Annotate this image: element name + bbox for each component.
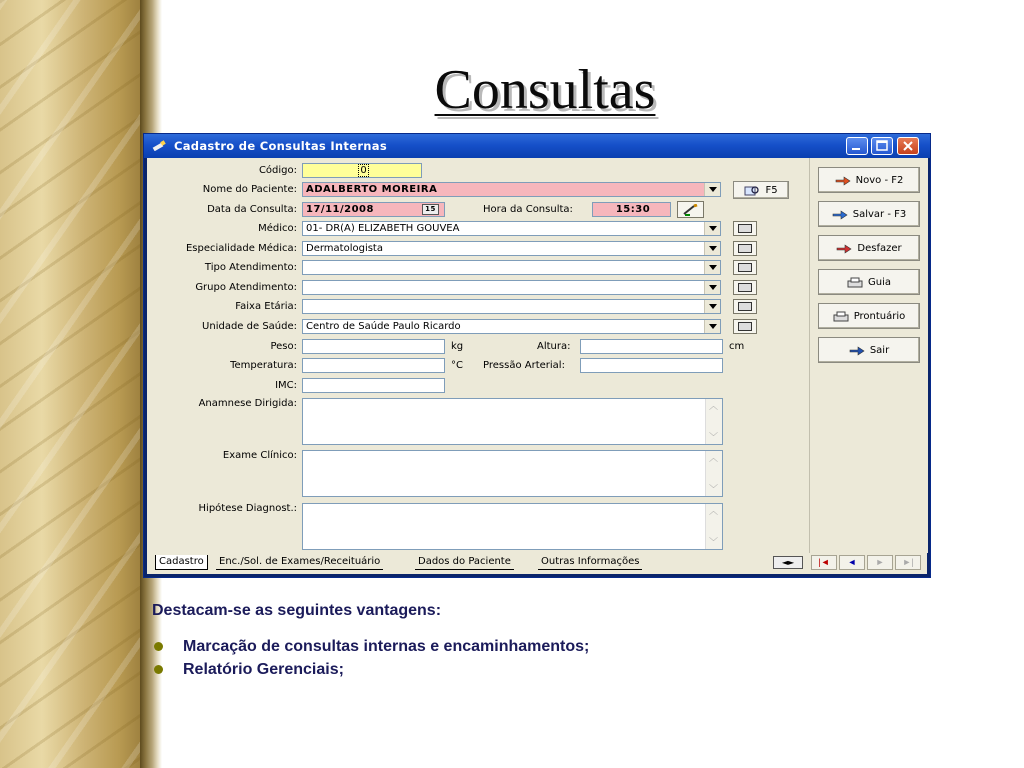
medico-lookup-button[interactable] [733, 221, 757, 236]
temperatura-unit: °C [451, 360, 463, 371]
lookup-icon [738, 224, 752, 233]
faixa-lookup-button[interactable] [733, 299, 757, 314]
peso-field[interactable] [302, 339, 445, 354]
altura-field[interactable] [580, 339, 723, 354]
altura-unit: cm [729, 341, 745, 352]
tipo-label: Tipo Atendimento: [204, 262, 297, 273]
minimize-button[interactable] [846, 137, 868, 155]
calendar-icon[interactable]: 15 [422, 204, 439, 215]
hora-field[interactable] [592, 202, 671, 217]
last-record-button[interactable]: ►| [895, 555, 921, 570]
maximize-icon [872, 138, 892, 154]
f5-search-button[interactable] [733, 181, 789, 199]
exame-textarea[interactable] [302, 450, 723, 497]
tab-exames[interactable]: Enc./Sol. de Exames/Receituário [216, 555, 383, 570]
bullet-dot [154, 642, 163, 651]
codigo-field[interactable] [302, 163, 422, 178]
medico-value: 01- DR(A) ELIZABETH GOUVEA [306, 223, 460, 234]
tab-cadastro[interactable]: Cadastro [155, 555, 208, 570]
edit-pen-icon [682, 204, 700, 216]
data-field[interactable] [302, 202, 445, 217]
guia-label: Guia [868, 276, 891, 288]
bullet-dot [154, 665, 163, 674]
chevron-down-icon[interactable] [704, 300, 720, 313]
hora-label: Hora da Consulta: [483, 204, 573, 215]
scrollbar[interactable] [705, 451, 722, 496]
next-record-button[interactable]: ► [867, 555, 893, 570]
search-icon [744, 185, 760, 196]
pressao-field[interactable] [580, 358, 723, 373]
chevron-down-icon[interactable] [704, 242, 720, 255]
tab-bar [147, 555, 807, 571]
chevron-down-icon[interactable] [704, 261, 720, 274]
imc-field[interactable] [302, 378, 445, 393]
tab-dados-paciente[interactable]: Dados do Paciente [415, 555, 514, 570]
maximize-button[interactable] [871, 137, 893, 155]
peso-label: Peso: [270, 341, 297, 352]
form-area [147, 158, 807, 553]
altura-label: Altura: [537, 341, 571, 352]
novo-button[interactable] [818, 167, 920, 193]
especialidade-label: Especialidade Médica: [185, 243, 297, 254]
pressao-label: Pressão Arterial: [483, 360, 565, 371]
codigo-value: 0 [360, 165, 367, 176]
data-label: Data da Consulta: [207, 204, 297, 215]
unidade-value: Centro de Saúde Paulo Ricardo [306, 321, 461, 332]
faixa-label: Faixa Etária: [235, 301, 297, 312]
bullet-item [152, 661, 344, 679]
scrollbar[interactable] [705, 399, 722, 444]
scroll-up-icon[interactable]: ︿ [708, 453, 718, 463]
tab-scroll-arrows[interactable]: ◄► [773, 556, 803, 569]
paciente-label: Nome do Paciente: [202, 184, 297, 195]
desfazer-label: Desfazer [857, 242, 902, 254]
undo-icon [836, 243, 852, 254]
especialidade-lookup-button[interactable] [733, 241, 757, 256]
imc-label: IMC: [275, 380, 297, 391]
medico-label: Médico: [258, 223, 297, 234]
pencil-icon [152, 139, 166, 151]
minimize-icon [847, 138, 867, 154]
close-button[interactable] [897, 137, 919, 155]
consultas-window [143, 133, 931, 578]
bullet-text: Relatório Gerenciais; [183, 661, 344, 678]
lookup-icon [738, 263, 752, 272]
paciente-value: ADALBERTO MOREIRA [306, 184, 438, 195]
slide-subtitle: Destacam-se as seguintes vantagens: [152, 602, 442, 619]
new-record-icon [835, 175, 851, 186]
exit-icon [849, 345, 865, 356]
grupo-lookup-button[interactable] [733, 280, 757, 295]
tipo-combo[interactable] [302, 260, 721, 275]
chevron-down-icon[interactable] [704, 183, 720, 196]
f5-button-label: F5 [765, 184, 778, 196]
print-icon [833, 311, 849, 322]
hipotese-textarea[interactable] [302, 503, 723, 550]
prev-record-button[interactable]: ◄ [839, 555, 865, 570]
sair-button[interactable] [818, 337, 920, 363]
first-record-button[interactable]: |◄ [811, 555, 837, 570]
desfazer-button[interactable] [818, 235, 920, 261]
especialidade-combo[interactable] [302, 241, 721, 256]
lookup-icon [738, 322, 752, 331]
unidade-label: Unidade de Saúde: [202, 321, 297, 332]
temperatura-label: Temperatura: [230, 360, 297, 371]
salvar-button[interactable] [818, 201, 920, 227]
lookup-icon [738, 302, 752, 311]
save-icon [832, 209, 848, 220]
hora-value: 15:30 [615, 204, 651, 215]
exame-label: Exame Clínico: [222, 450, 297, 461]
unidade-lookup-button[interactable] [733, 319, 757, 334]
medico-combo[interactable] [302, 221, 721, 236]
lookup-icon [738, 244, 752, 253]
unidade-combo[interactable] [302, 319, 721, 334]
salvar-label: Salvar - F3 [852, 208, 907, 220]
window-client [147, 158, 927, 574]
window-title: Cadastro de Consultas Internas [174, 139, 387, 153]
scroll-down-icon[interactable]: ﹀ [708, 484, 718, 494]
tipo-lookup-button[interactable] [733, 260, 757, 275]
prontuario-button[interactable] [818, 303, 920, 329]
temperatura-field[interactable] [302, 358, 445, 373]
prontuario-label: Prontuário [853, 310, 906, 322]
chevron-down-icon[interactable] [704, 222, 720, 235]
sair-label: Sair [869, 344, 890, 356]
print-icon [847, 277, 863, 288]
hipotese-label: Hipótese Diagnost.: [198, 503, 297, 514]
scrollbar[interactable] [705, 504, 722, 549]
grupo-label: Grupo Atendimento: [195, 282, 297, 293]
guia-button[interactable] [818, 269, 920, 295]
bullet-text: Marcação de consultas internas e encaminhamentos; [183, 638, 590, 655]
close-icon [898, 138, 918, 154]
actions-panel [809, 158, 928, 553]
bullet-item [152, 638, 589, 656]
anamnese-label: Anamnese Dirigida: [198, 398, 297, 409]
chevron-down-icon[interactable] [704, 320, 720, 333]
chevron-down-icon[interactable] [704, 281, 720, 294]
scroll-up-icon[interactable]: ︿ [708, 506, 718, 516]
paciente-combo[interactable] [302, 182, 721, 197]
record-navigator [809, 554, 927, 572]
scroll-up-icon[interactable]: ︿ [708, 401, 718, 411]
codigo-label: Código: [258, 165, 297, 176]
lookup-icon [738, 283, 752, 292]
clock-button[interactable] [677, 201, 704, 218]
window-titlebar[interactable] [144, 134, 930, 158]
anamnese-textarea[interactable] [302, 398, 723, 445]
slide-title: Consultas [434, 59, 656, 121]
peso-unit: kg [451, 341, 464, 352]
grupo-combo[interactable] [302, 280, 721, 295]
especialidade-value: Dermatologista [306, 243, 383, 254]
data-value: 17/11/2008 [306, 204, 374, 215]
scroll-down-icon[interactable]: ﹀ [708, 537, 718, 547]
tab-outras-informacoes[interactable]: Outras Informações [538, 555, 642, 570]
scroll-down-icon[interactable]: ﹀ [708, 432, 718, 442]
faixa-combo[interactable] [302, 299, 721, 314]
novo-label: Novo - F2 [855, 174, 904, 186]
